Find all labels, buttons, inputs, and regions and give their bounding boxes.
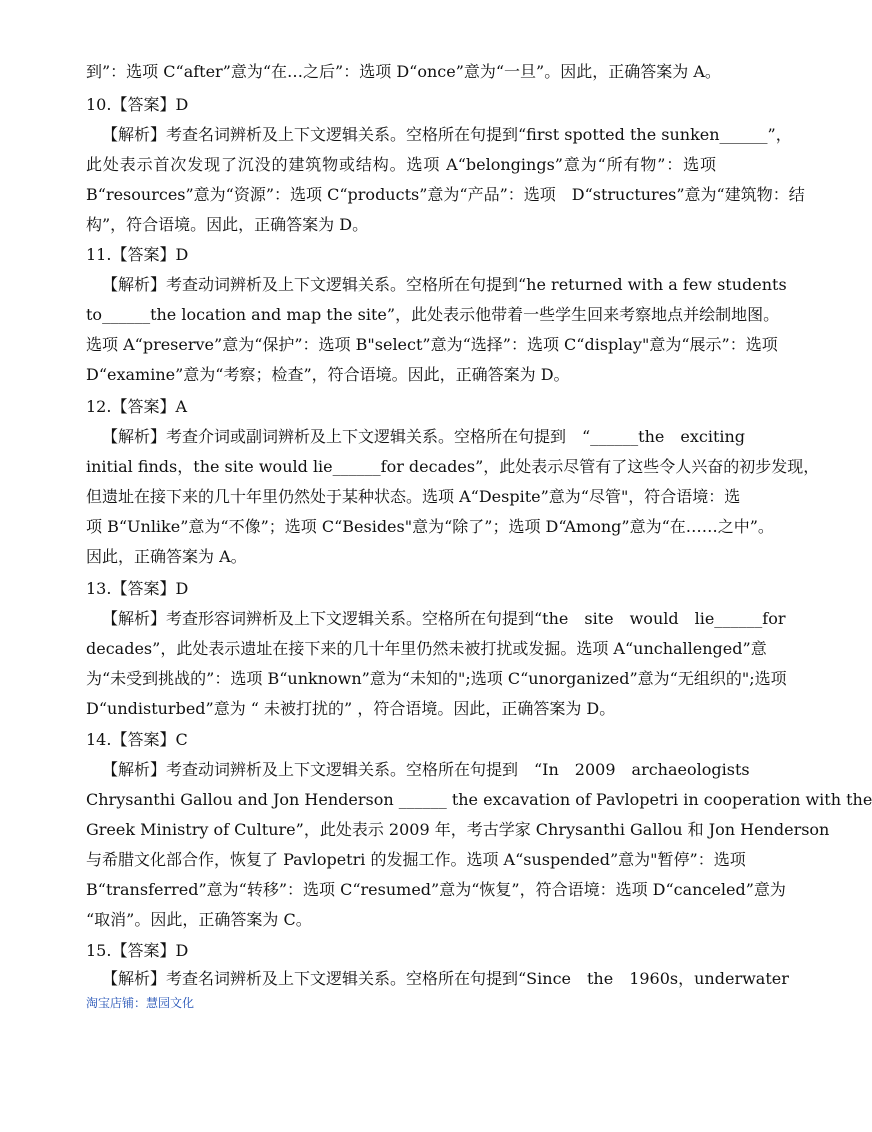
text-line: D“undisturbed”意为 “ 未被打扰的” ，符合语境。因此，正确答案为 D。 bbox=[86, 699, 616, 718]
text-line: Greek Ministry of Culture”，此处表示 2009 年，考古学家 Chrysanthi Gallou 和 Jon Henderson bbox=[86, 820, 830, 839]
text-line: decades”，此处表示遗址在接下来的几十年里仍然未被打扰或发掘。选项 A“unchallenged”意 bbox=[86, 639, 767, 658]
text-line: 与希腊文化部合作，恢复了 Pavlopetri 的发掘工作。选项 A“suspended”意为"暂停”：选项 bbox=[86, 850, 746, 869]
answer-heading: 10.【答案】D bbox=[86, 95, 189, 114]
answer-heading: 11.【答案】D bbox=[86, 245, 189, 264]
text-line: B“transferred”意为“转移”：选项 C“resumed”意为“恢复”，符合语境：选项 D“canceled”意为 bbox=[86, 880, 786, 899]
answer-heading: 15.【答案】D bbox=[86, 941, 189, 960]
answer-heading: 13.【答案】D bbox=[86, 579, 189, 598]
text-line: 但遗址在接下来的几十年里仍然处于某种状态。选项 A“Despite”意为“尽管"，符合语境：选 bbox=[86, 487, 741, 506]
text-line: to______the location and map the site”，此处表示他带着一些学生回来考察地点并绘制地图。 bbox=[86, 305, 780, 324]
text-line: 因此，正确答案为 A。 bbox=[86, 547, 247, 566]
text-line: initial finds，the site would lie______for decades”，此处表示尽管有了这些令人兴奋的初步发现， bbox=[86, 457, 820, 476]
text-line: 【解析】考查介词或副词辨析及上下文逻辑关系。空格所在句提到 “______the exciting bbox=[102, 427, 746, 446]
text-line: 项 B“Unlike”意为“不像”；选项 C“Besides"意为“除了”；选项 D“Among”意为“在……之中”。 bbox=[86, 517, 774, 536]
text-line: Chrysanthi Gallou and Jon Henderson ______ the excavation of Pavlopetri in cooperation with the bbox=[86, 790, 872, 809]
text-line: 【解析】考查名词辨析及上下文逻辑关系。空格所在句提到“first spotted the sunken______”， bbox=[102, 125, 792, 144]
text-line: 选项 A“preserve”意为“保护”：选项 B"select”意为“选择”：选项 C“display"意为“展示”：选项 bbox=[86, 335, 778, 354]
text-line: 【解析】考查动词辨析及上下文逻辑关系。空格所在句提到“he returned with a few students bbox=[102, 275, 787, 294]
text-line: 为“未受到挑战的”：选项 B“unknown”意为“未知的";选项 C“unorganized”意为“无组织的";选项 bbox=[86, 669, 787, 688]
answer-heading: 14.【答案】C bbox=[86, 730, 188, 749]
text-line: 【解析】考查形容词辨析及上下文逻辑关系。空格所在句提到“the site would lie______for bbox=[102, 609, 786, 628]
answer-heading: 12.【答案】A bbox=[86, 397, 188, 416]
footer-shop-label: 淘宝店铺：慧园文化 bbox=[86, 996, 195, 1010]
text-line: B“resources”意为“资源”：选项 C“products”意为“产品”：选项 D“structures”意为“建筑物：结 bbox=[86, 185, 805, 204]
text-line: 此处表示首次发现了沉没的建筑物或结构。选项 A“belongings”意为“所有物”：选项 bbox=[86, 155, 716, 174]
text-line: D“examine”意为“考察；检查”，符合语境。因此，正确答案为 D。 bbox=[86, 365, 570, 384]
text-line: “取消”。因此，正确答案为 C。 bbox=[86, 910, 312, 929]
text-line: 到”：选项 C“after”意为“在…之后”：选项 D“once”意为“一旦”。因此，正确答案为 A。 bbox=[86, 62, 721, 81]
text-line: 构”，符合语境。因此，正确答案为 D。 bbox=[86, 215, 369, 234]
text-line: 【解析】考查名词辨析及上下文逻辑关系。空格所在句提到“Since the 1960s，underwater bbox=[102, 969, 789, 988]
text-line: 【解析】考查动词辨析及上下文逻辑关系。空格所在句提到 “In 2009 archaeologists bbox=[102, 760, 750, 779]
